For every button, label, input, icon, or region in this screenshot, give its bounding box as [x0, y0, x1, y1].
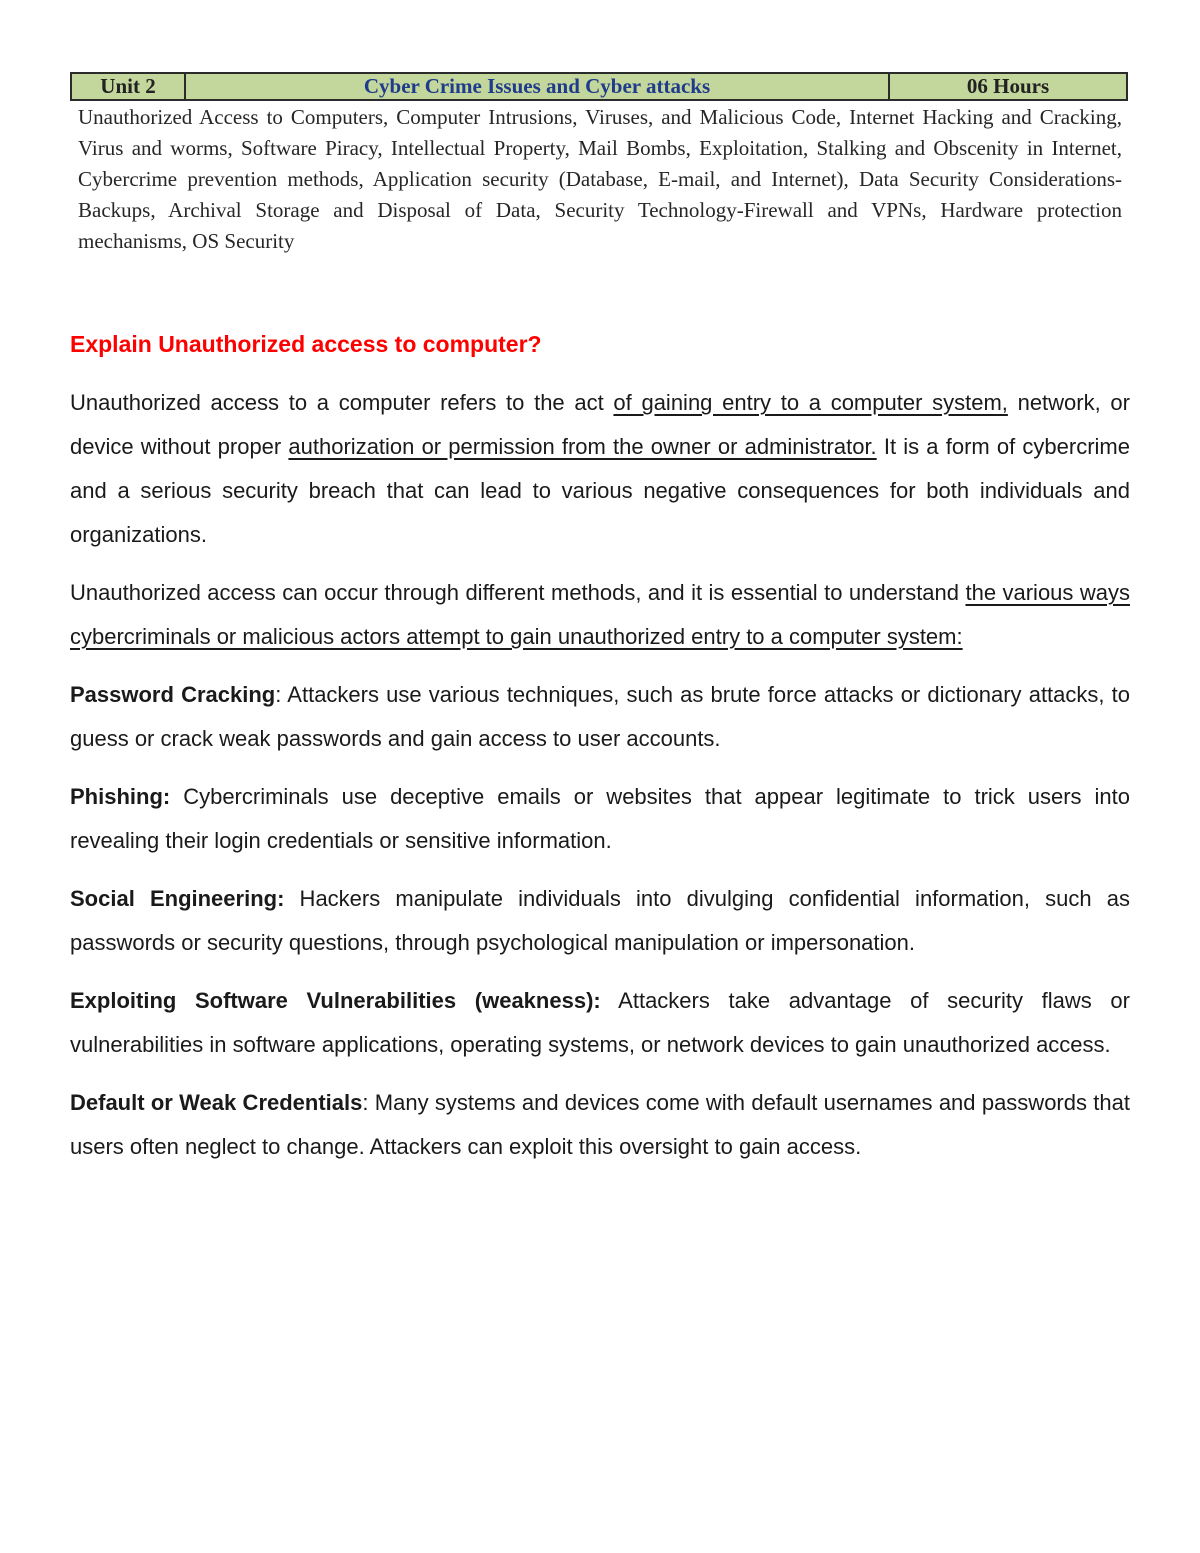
method-term: Default or Weak Credentials [70, 1090, 363, 1115]
intro-text-e: It is a form of cybercrime and a serious security breach that can lead to various negative consequences for both individuals and organizations. [70, 434, 1130, 547]
method-separator: : [275, 682, 282, 707]
syllabus-text: Unauthorized Access to Computers, Computer Intrusions, Viruses, and Malicious Code, Internet Hacking and Cracking, Virus and worms, Software Piracy, Intellectual Property, Mail Bombs, Exploitation, Stalking and Obscenity in Internet, Cybercrime prevention methods, Application security (Database, E-mail, and Internet), Data Security Considerations-Backups, Archival Storage and Disposal of Data, Security Technology-Firewall and VPNs, Hardware protection mechanisms, OS Security [78, 105, 1122, 253]
intro-text-a: Unauthorized access to a computer refers to the act [70, 390, 614, 415]
method-description: Attackers use various techniques, such as brute force attacks or dictionary attacks, to guess or crack weak passwords and gain access to user accounts. [70, 682, 1131, 751]
method-description: Attackers take advantage of security flaws or vulnerabilities in software applications, operating systems, or network devices to gain unauthorized access. [70, 988, 1130, 1057]
method-term: Password Cracking [70, 682, 276, 707]
question-heading: Explain Unauthorized access to computer? [70, 331, 542, 357]
method-item [70, 877, 1130, 965]
intro-text-c: network, or device without proper [70, 390, 1130, 459]
method-term: Exploiting Software Vulnerabilities (weakness): [70, 988, 601, 1013]
methods-intro-underlined: the various ways cybercriminals or malicious actors attempt to gain unauthorized entry to a computer system: [70, 580, 1130, 649]
methods-intro-text: Unauthorized access can occur through different methods, and it is essential to understand [70, 580, 966, 605]
method-term: Social Engineering: [70, 886, 285, 911]
method-description: Cybercriminals use deceptive emails or websites that appear legitimate to trick users into revealing their login credentials or sensitive information. [70, 784, 1130, 853]
intro-text-underlined-2: authorization or permission from the owner or administrator. [288, 434, 877, 459]
method-term: Phishing: [70, 784, 171, 809]
methods-intro-paragraph [70, 571, 1130, 659]
unit-header-table [70, 72, 1128, 101]
method-item [70, 979, 1130, 1067]
method-description: Hackers manipulate individuals into divulging confidential information, such as passwords or security questions, through psychological manipulation or impersonation. [70, 886, 1130, 955]
method-item [70, 1081, 1130, 1169]
intro-paragraph [70, 381, 1130, 557]
document-body [70, 325, 1130, 1183]
unit-hours: 06 Hours [889, 73, 1127, 100]
method-separator: : [362, 1090, 369, 1115]
unit-title: Cyber Crime Issues and Cyber attacks [185, 73, 889, 100]
unit-number: Unit 2 [71, 73, 185, 100]
method-item [70, 775, 1130, 863]
method-description: Many systems and devices come with default usernames and passwords that users often neglect to change. Attackers can exploit this oversight to gain access. [70, 1090, 1130, 1159]
method-item [70, 673, 1130, 761]
intro-text-underlined-1: of gaining entry to a computer system, [613, 390, 1008, 415]
